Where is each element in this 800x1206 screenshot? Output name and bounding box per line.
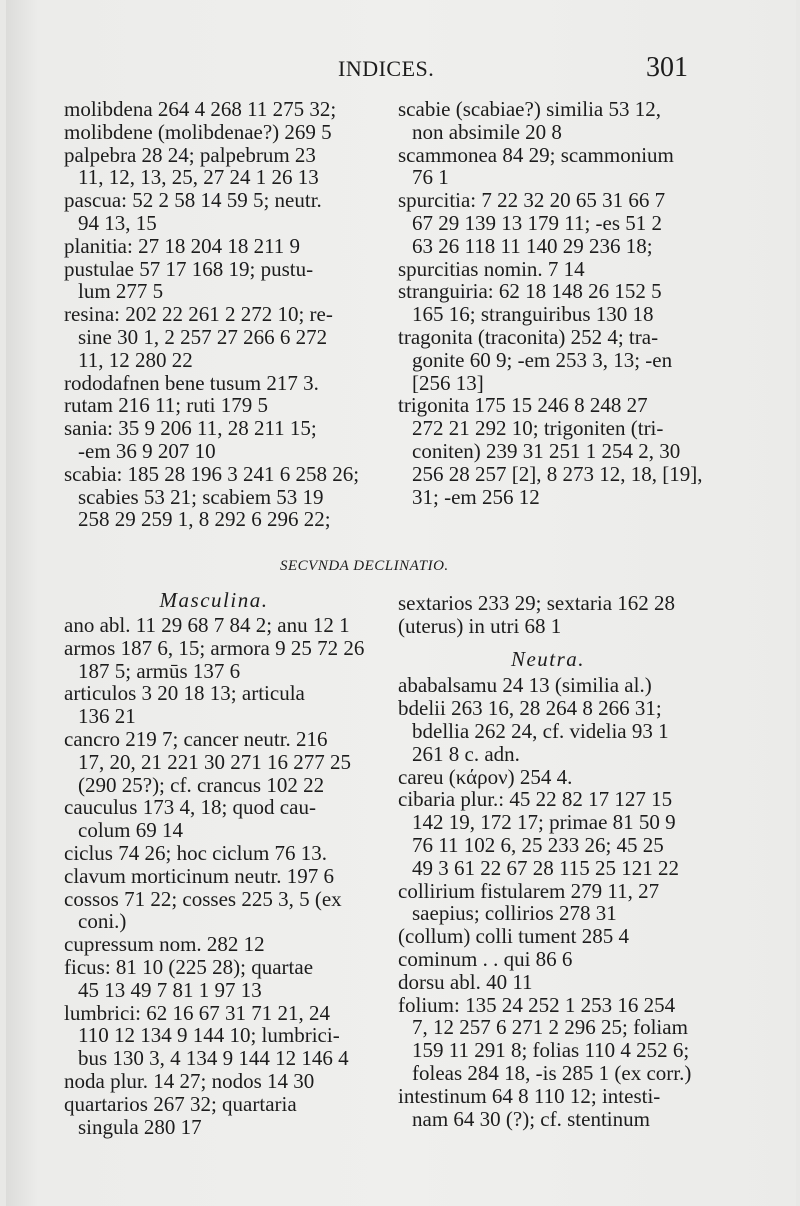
index-line: sania: 35 9 206 11, 28 211 15; [64,416,317,441]
index-line: non absimile 20 8 [412,119,562,144]
index-line: planitia: 27 18 204 18 211 9 [64,233,301,258]
index-line: 11, 12 280 22 [78,347,193,372]
index-line: 76 11 102 6, 25 233 26; 45 25 [412,832,664,857]
index-line: gonite 60 9; -em 253 3, 13; -en [412,347,673,372]
index-line: 11, 12, 13, 25, 27 24 1 26 13 [78,165,319,190]
index-line: spurcitias nomin. 7 14 [398,256,585,281]
index-line: 159 11 291 8; folias 110 4 252 6; [412,1038,690,1063]
index-line: scabies 53 21; scabiem 53 19 [78,484,324,509]
index-line: scammonea 84 29; scammonium [398,142,674,167]
page-number: 301 [646,52,688,83]
index-line: stranguiria: 62 18 148 26 152 5 [398,279,662,304]
index-line: 94 13, 15 [78,210,157,235]
index-column-left-bottom [64,614,364,1138]
index-line: armos 187 6, 15; armora 9 25 72 26 [64,635,365,660]
index-line: colum 69 14 [78,818,183,843]
index-line: foleas 284 18, -is 285 1 (ex corr.) [412,1060,692,1085]
index-line: 31; -em 256 12 [412,484,540,509]
index-line: cominum . . qui 86 6 [398,946,573,971]
index-line: rododafnen bene tusum 217 3. [64,370,319,395]
index-line: clavum morticinum neutr. 197 6 [64,863,335,888]
index-line: ano abl. 11 29 68 7 84 2; anu 12 1 [64,613,350,637]
index-line: coni.) [78,909,127,934]
index-line: palpebra 28 24; palpebrum 23 [64,142,316,167]
index-line: 261 8 c. adn. [412,741,520,766]
index-line: 63 26 118 11 140 29 236 18; [412,233,653,258]
index-line: 187 5; armūs 137 6 [78,658,241,683]
running-title: INDICES. [338,56,435,81]
index-line: ficus: 81 10 (225 28); quartae [64,954,314,979]
index-line: resina: 202 22 261 2 272 10; re- [64,302,333,327]
index-line: nam 64 30 (?); cf. stentinum [412,1106,650,1131]
index-line: coniten) 239 31 251 1 254 2, 30 [412,438,681,463]
index-line: 142 19, 172 17; primae 81 50 9 [412,810,676,835]
index-line: scabie (scabiae?) similia 53 12, [398,97,661,121]
index-line: [256 13] [412,370,484,395]
index-line: cossos 71 22; cosses 225 3, 5 (ex [64,886,342,911]
index-line: sextarios 233 29; sextaria 162 28 [398,591,676,615]
index-line: collirium fistularem 279 11, 27 [398,878,660,903]
section-heading: SECVNDA DECLINATIO. [280,558,449,574]
index-line: 76 1 [412,165,449,190]
index-line: scabia: 185 28 196 3 241 6 258 26; [64,461,360,486]
index-column-right-bottom [398,592,698,1130]
index-line: articulos 3 20 18 13; articula [64,681,305,706]
index-line: (290 25?); cf. crancus 102 22 [78,772,325,797]
index-line: ababalsamu 24 13 (similia al.) [398,673,652,698]
page-header [6,52,800,92]
index-line: bdelii 263 16, 28 264 8 266 31; [398,696,662,721]
index-line: spurcitia: 7 22 32 20 65 31 66 7 [398,188,666,213]
index-line: noda plur. 14 27; nodos 14 30 [64,1068,315,1093]
index-line: sine 30 1, 2 257 27 266 6 272 [78,324,328,349]
index-line: rutam 216 11; ruti 179 5 [64,393,268,418]
index-line: cancro 219 7; cancer neutr. 216 [64,726,328,751]
index-line: 258 29 259 1, 8 292 6 296 22; [78,507,331,532]
index-line: cibaria plur.: 45 22 82 17 127 15 [398,787,673,812]
right-bottom-entries-b [398,674,698,1130]
index-line: 165 16; stranguiribus 130 18 [412,302,654,327]
neutra-heading: Neutra. [510,646,586,671]
index-column-left-top [64,98,364,531]
index-line: cupressum nom. 282 12 [64,932,265,957]
index-line: 49 3 61 22 67 28 115 25 121 22 [412,855,679,880]
index-line: pustulae 57 17 168 19; pustu- [64,256,314,281]
index-line: saepius; collirios 278 31 [412,901,617,926]
index-line: molibdena 264 4 268 11 275 32; [64,97,337,121]
index-line: cauculus 173 4, 18; quod cau- [64,795,316,820]
index-line: bdellia 262 24, cf. videlia 93 1 [412,718,669,743]
index-line: molibdene (molibdenae?) 269 5 [64,119,332,144]
index-line: 256 28 257 [2], 8 273 12, 18, [19], [412,461,703,486]
index-line: ciclus 74 26; hoc ciclum 76 13. [64,840,328,865]
index-line: careu (κάρον) 254 4. [398,764,573,789]
index-line: 67 29 139 13 179 11; -es 51 2 [412,210,663,235]
index-line: singula 280 17 [78,1114,202,1139]
index-line: bus 130 3, 4 134 9 144 12 146 4 [78,1046,349,1071]
index-line: trigonita 175 15 246 8 248 27 [398,393,648,418]
index-line: 136 21 [78,704,136,729]
index-line: quartarios 267 32; quartaria [64,1091,297,1116]
index-line: 7, 12 257 6 271 2 296 25; foliam [412,1015,688,1040]
index-line: (collum) colli tument 285 4 [398,924,629,949]
index-line: lumbrici: 62 16 67 31 71 21, 24 [64,1000,330,1025]
index-line: 45 13 49 7 81 1 97 13 [78,977,262,1002]
index-line: dorsu abl. 40 11 [398,969,533,994]
index-line: 17, 20, 21 221 30 271 16 277 25 [78,749,351,774]
index-line: (uterus) in utri 68 1 [398,613,562,638]
index-column-right-top [398,97,703,509]
index-line: tragonita (traconita) 252 4; tra- [398,324,659,349]
index-line: pascua: 52 2 58 14 59 5; neutr. [64,188,322,213]
masculina-heading: Masculina. [159,588,269,612]
index-line: -em 36 9 207 10 [78,438,216,463]
index-line: 110 12 134 9 144 10; lumbrici- [78,1023,340,1048]
index-line: folium: 135 24 252 1 253 16 254 [398,992,676,1017]
index-line: 272 21 292 10; trigoniten (tri- [412,416,664,441]
right-bottom-entries-a [398,592,698,638]
index-line: intestinum 64 8 110 12; intesti- [398,1083,661,1108]
index-line: lum 277 5 [78,279,164,304]
